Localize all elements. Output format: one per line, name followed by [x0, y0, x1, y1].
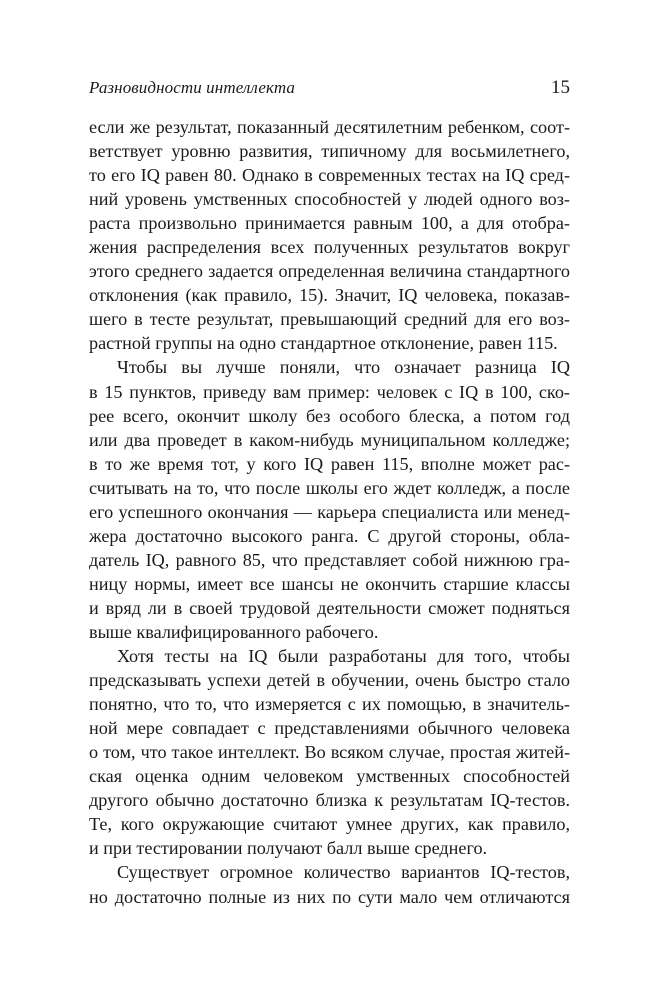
text-line: выше квалифицированного рабочего.	[89, 621, 379, 642]
page-number: 15	[551, 77, 570, 98]
text-line: ной мере совпадает с представлениями обычного человека	[89, 718, 570, 739]
text-line: или два проведет в каком-нибудь муниципальном колледже;	[89, 429, 570, 450]
text-line: датель IQ, равного 85, что представляет собой нижнюю гра-	[89, 549, 570, 570]
book-page	[89, 0, 570, 1000]
text-line: в то же время тот, у кого IQ равен 115, вполне может рас-	[89, 453, 570, 474]
chapter-title: Разновидности интеллекта	[89, 78, 296, 97]
text-line: жера достаточно высокого ранга. С другой стороны, обла-	[89, 525, 570, 546]
text-line: Те, кого окружающие считают умнее других, как правило,	[89, 814, 570, 835]
text-line: Существует огромное количество вариантов IQ-тестов,	[117, 862, 570, 883]
running-header	[89, 78, 570, 102]
text-line: раста произвольно принимается равным 100, а для отобра-	[89, 213, 570, 234]
paragraph	[89, 644, 570, 860]
text-line: понятно, что то, что измеряется с их помощью, в значитель-	[89, 694, 570, 715]
text-line: другого обычно достаточно близка к результатам IQ-тестов.	[89, 790, 570, 811]
paragraph	[89, 115, 570, 355]
text-line: растной группы на одно стандартное отклонение, равен 115.	[89, 333, 558, 354]
text-line: шего в тесте результат, превышающий средний для его воз-	[89, 309, 570, 330]
text-line: и вряд ли в своей трудовой деятельности сможет подняться	[89, 597, 570, 618]
paragraph	[89, 355, 570, 644]
text-line: ветствует уровню развития, типичному для восьмилетнего,	[89, 141, 570, 162]
text-line: о том, что такое интеллект. Во всяком случае, простая житей-	[89, 742, 570, 763]
text-line: предсказывать успехи детей в обучении, очень быстро стало	[89, 670, 570, 691]
text-line: считывать на то, что после школы его ждет колледж, а после	[89, 477, 570, 498]
text-line: Чтобы вы лучше поняли, что означает разница IQ	[117, 357, 570, 378]
paragraph	[89, 860, 570, 908]
text-line: то его IQ равен 80. Однако в современных тестах на IQ сред-	[89, 165, 570, 186]
text-line: если же результат, показанный десятилетним ребенком, соот-	[89, 117, 570, 137]
text-line: его успешного окончания — карьера специалиста или менед-	[89, 501, 570, 522]
text-line: Хотя тесты на IQ были разработаны для того, чтобы	[117, 646, 570, 667]
text-line: ницу нормы, имеет все шансы не окончить старшие классы	[89, 573, 570, 594]
text-line: ская оценка одним человеком умственных способностей	[89, 766, 570, 787]
text-line: этого среднего задается определенная величина стандартного	[89, 261, 570, 282]
body-text	[89, 115, 570, 909]
text-line: жения распределения всех полученных результатов вокруг	[89, 237, 570, 258]
text-line: ний уровень умственных способностей у людей одного воз-	[89, 189, 570, 210]
text-line: рее всего, окончит школу без особого блеска, а потом год	[89, 405, 570, 426]
text-line: и при тестировании получают балл выше среднего.	[89, 838, 488, 859]
text-line: в 15 пунктов, приведу вам пример: человек с IQ в 100, ско-	[89, 381, 570, 402]
text-line: но достаточно полные из них по сути мало чем отличаются	[89, 886, 570, 907]
text-line: отклонения (как правило, 15). Значит, IQ человека, показав-	[89, 285, 570, 306]
